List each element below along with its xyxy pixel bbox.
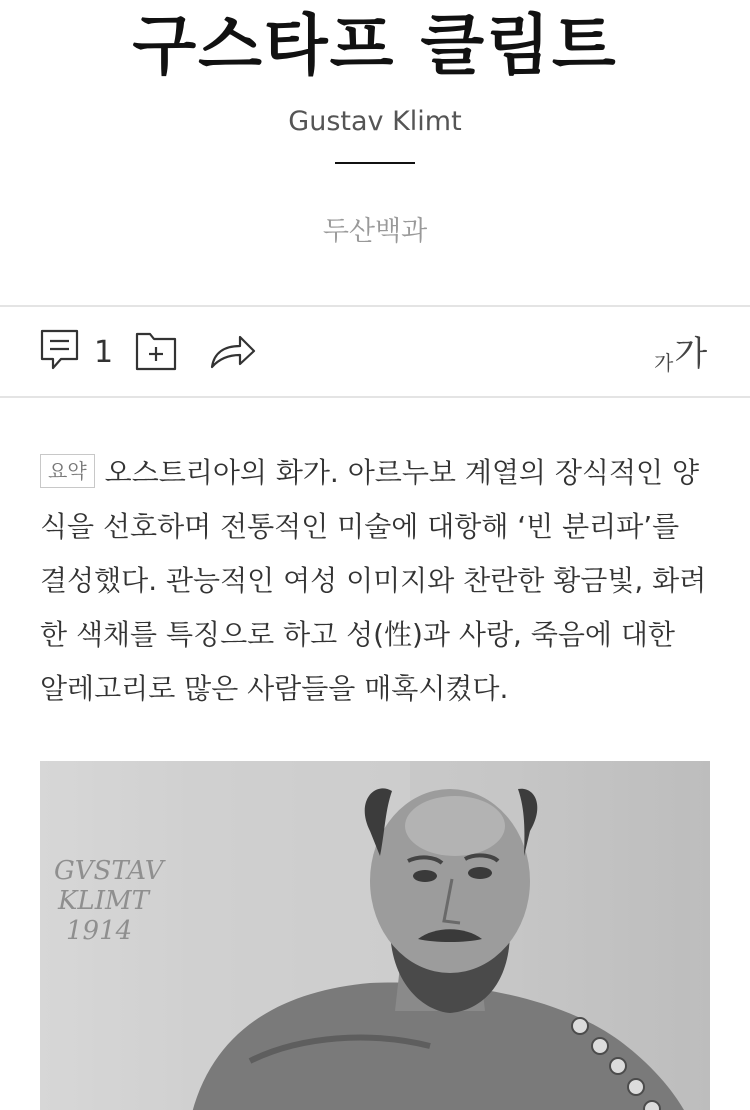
- font-size-large-glyph: 가: [674, 334, 708, 374]
- share-icon: [210, 331, 256, 375]
- action-toolbar: [0, 307, 750, 396]
- toolbar-bottom-divider: [0, 396, 750, 398]
- font-size-button[interactable]: [654, 329, 707, 375]
- share-button[interactable]: [210, 333, 256, 373]
- font-size-small-glyph: 가: [654, 351, 674, 375]
- summary-text: 오스트리아의 화가. 아르누보 계열의 장식적인 양식을 선호하며 전통적인 미술에 대항해 ‘빈 분리파’를 결성했다. 관능적인 여성 이미지와 찬란한 황금빛, 화려한 색채를 특징으로 하고 성(性)과 사랑, 죽음에 대한 알레고리로 많은 사람들을 매혹시켰다.: [40, 456, 707, 705]
- portrait-photo[interactable]: [40, 761, 710, 1110]
- save-to-folder-button[interactable]: [135, 332, 177, 374]
- comment-count: 1: [94, 335, 114, 370]
- article-header: [0, 0, 750, 305]
- summary-badge: 요약: [40, 454, 95, 488]
- comment-icon: [40, 329, 80, 377]
- inscription-line-2: KLIMT: [58, 886, 149, 916]
- page-title: 구스타프 클림트: [132, 7, 618, 84]
- title-divider: [335, 162, 415, 164]
- inscription-line-3: 1914: [66, 916, 133, 946]
- inscription-line-1: GVSTAV: [54, 856, 164, 886]
- summary-paragraph: [40, 446, 710, 716]
- comment-button[interactable]: [40, 331, 113, 375]
- source-link[interactable]: 두산백과: [322, 216, 428, 247]
- folder-add-icon: [135, 330, 177, 376]
- page-subtitle: Gustav Klimt: [288, 106, 462, 137]
- portrait-illustration: [40, 761, 710, 1110]
